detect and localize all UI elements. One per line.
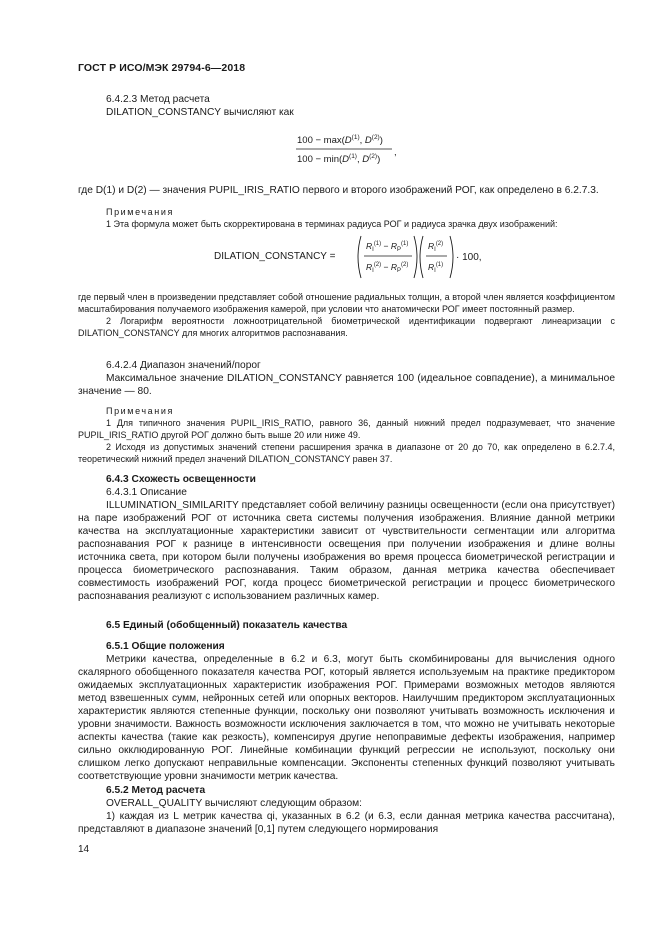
- document-header: ГОСТ Р ИСО/МЭК 29794-6—2018: [78, 62, 246, 74]
- section-heading: 6.5 Единый (обобщенный) показатель качества: [106, 620, 348, 631]
- note-item: 2 Логарифм вероятности ложноотрицательной биометрической идентификации подвергают линеаризации с DILATION_CONSTANCY для многих алгоритмов распознавания.: [78, 316, 615, 338]
- subsection-heading: 6.4.3.1 Описание: [106, 487, 187, 498]
- note-item: 1 Эта формула может быть скорректирована в терминах радиуса РОГ и радиуса зрачка двух изображений:: [106, 219, 558, 229]
- section-6-4-2-4: [78, 359, 615, 398]
- section-6-5-1: [78, 640, 615, 783]
- page-number: 14: [78, 844, 90, 855]
- notes-title: Примечания: [106, 406, 174, 416]
- paragraph: Метрики качества, определенные в 6.2 и 6.3, могут быть скомбинированы для вычисления одного скалярного обобщенного показателя качества РОГ, который является используемым на практике предиктором ожидаемых эксплуатационных характеристик изображения РОГ. Примерами возможных методов являются метод взвешенных сумм, нейронных сетей или опорных векторов. Наилучшим предиктором эксплуатационных характеристик являются степенные функции, поскольку они позволяют учитывать возможность исключения и уровни значимости. Важность возможности исключения заключается в том, что можно не учитывать некоторые аспекты качества (такие как резкость), компенсируя другие непоправимые дефекты изображения, например сильно окклюдированную РОГ. Линейные комбинации функций регрессии не используют, поскольку они слишком легко допускают неправильные компенсации. Экспоненты степенных функций позволяют учитывать соответствующие уровни значимости метрик качества.: [78, 654, 615, 782]
- formula-1-numerator: $100 - \max(D^{(1)}$, $D^{(2)}$): [297, 134, 383, 146]
- svg-text:RI(2) − RP(2): $R_I^{(2)} - R_P^{(2)}$: [366, 262, 409, 274]
- svg-text:RI(1): $R_I^{(1)}$: [428, 262, 444, 274]
- list-item: 1) каждая из L метрик качества qi, указанных в 6.2 (и 6.3, если данная метрика качества рассчитана), представляют в диапазоне значений [0,1] путем следующего нормирования: [78, 811, 615, 835]
- section-6-4-2-3: [78, 93, 615, 119]
- paragraph: ILLUMINATION_SIMILARITY представляет собой величину разницы освещенности (если она присутствует) на паре изображений РОГ от источника света системы получения изображения. Влияние данной метрики качества на эксплуатационные характеристики зависит от чувствительности сегментации или алгоритма распознавания РОГ к разнице в интенсивности освещения при получении изображения и длине волны источника света, при котором были получены изображения во время процесса биометрической регистрации и процесса биометрического распознавания. Таким образом, данная метрика качества обеспечивает совместимость изображений РОГ, когда процесс биометрической регистрации и процесс биометрического распознавания реализуют с использованием различных камер.: [78, 500, 615, 602]
- paren-left: [358, 236, 361, 278]
- section-heading: 6.5.2 Метод расчета: [106, 785, 206, 796]
- formula-1-denominator: $100 - \min(D^{(1)}$, $D^{(2)}$): [297, 153, 381, 165]
- paragraph: Максимальное значение DILATION_CONSTANCY равняется 100 (идеальное совпадение), а минимальное значение — 80.: [78, 373, 615, 397]
- formula-2-tail: · 100,: [456, 252, 482, 263]
- notes-2: [78, 405, 615, 465]
- section-6-4-3: [78, 473, 615, 603]
- note-item: 2 Исходя из допустимых значений степени расширения зрачка в диапазоне от 20 до 70, как определено в 6.2.7.4, теоретический нижний предел значений DILATION_CONSTANCY равен 37.: [78, 442, 615, 464]
- paren-right: [450, 236, 453, 278]
- svg-text:RI(1) − RP(1): $R_I^{(1)} - R_P^{(1)}$: [366, 241, 409, 253]
- notes-1: [78, 206, 615, 230]
- notes-title: Примечания: [106, 207, 174, 217]
- section-6-5-2: [78, 784, 615, 836]
- section-heading: 6.4.2.3 Метод расчета: [106, 94, 210, 105]
- paragraph: OVERALL_QUALITY вычисляют следующим образом:: [106, 798, 362, 809]
- formula-1-explanation: [78, 184, 615, 197]
- formula-1-tail: ,: [394, 147, 397, 158]
- svg-text:RI(2): $R_I^{(2)}$: [428, 241, 444, 253]
- paren-right: [414, 236, 417, 278]
- paren-left: [420, 236, 423, 278]
- paragraph: где первый член в произведении представляет собой отношение радиальных толщин, а второй член является коэффициентом масштабирования получаемого изображения камерой, при условии что анатомически РОГ имеет постоянный размер.: [78, 292, 615, 314]
- paragraph: где D(1) и D(2) — значения PUPIL_IRIS_RATIO первого и второго изображений РОГ, как определено в 6.2.7.3.: [78, 185, 599, 196]
- section-6-5: [78, 619, 615, 632]
- note-item: 1 Для типичного значения PUPIL_IRIS_RATIO, равного 36, данный нижний предел подразумевает, что значение PUPIL_IRIS_RATIO другой РОГ должно быть выше 20 или ниже 49.: [78, 418, 615, 440]
- section-heading: 6.4.2.4 Диапазон значений/порог: [106, 360, 261, 371]
- section-heading: 6.4.3 Схожесть освещенности: [106, 474, 256, 485]
- notes-1-continued: [78, 291, 615, 339]
- section-heading: 6.5.1 Общие положения: [106, 641, 225, 652]
- paragraph: DILATION_CONSTANCY вычисляют как: [106, 107, 294, 118]
- formula-2-lhs: DILATION_CONSTANCY =: [214, 251, 336, 262]
